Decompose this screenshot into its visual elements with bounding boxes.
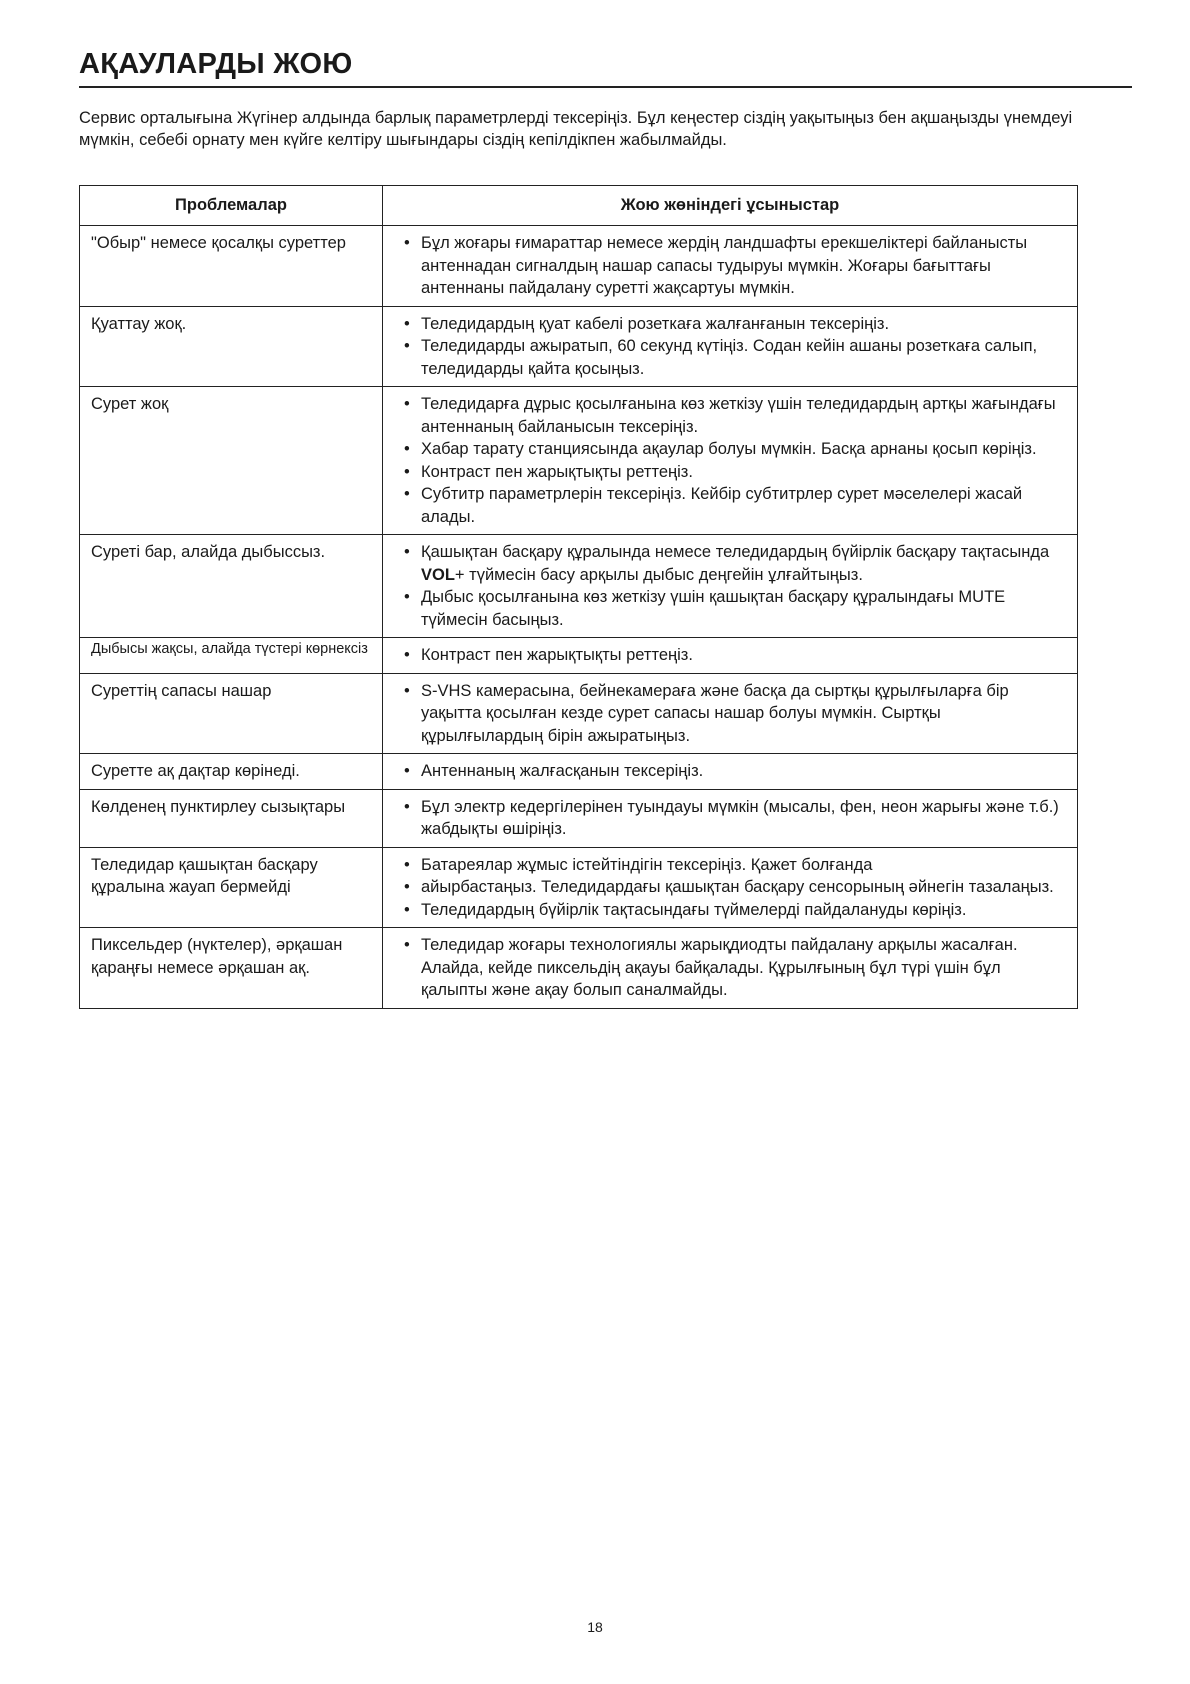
problem-cell: Суретте ақ дақтар көрінеді. <box>80 754 383 790</box>
tip-item: • Қашықтан басқару құралында немесе теледидардың бүйірлік басқару тақтасында VOL+ түймесін басу арқылы дыбыс деңгейін ұлғайтыңыз. <box>404 541 1065 586</box>
tip-item: • Бұл электр кедергілерінен туындауы мүмкін (мысалы, фен, неон жарығы және т.б.) жабдықты өшіріңіз. <box>404 796 1065 841</box>
tips-list <box>404 796 1065 841</box>
table-row <box>80 226 1078 307</box>
table-row <box>80 789 1078 847</box>
page-title: АҚАУЛАРДЫ ЖОЮ <box>79 48 353 80</box>
problem-cell: Дыбысы жақсы, алайда түстері көрнексіз <box>80 638 383 674</box>
solution-cell <box>383 226 1078 307</box>
tips-list <box>404 232 1065 300</box>
problem-cell: Суреті бар, алайда дыбыссыз. <box>80 535 383 638</box>
tips-list <box>404 393 1065 528</box>
tip-item: • Дыбыс қосылғанына көз жеткізу үшін қашықтан басқару құралындағы MUTE түймесін басыңыз. <box>404 586 1065 631</box>
table-body <box>80 226 1078 1009</box>
vol-key-label: VOL <box>421 565 455 584</box>
tip-item: • Контраст пен жарықтықты реттеңіз. <box>404 644 1065 667</box>
tips-list <box>404 934 1065 1002</box>
tips-list <box>404 760 1065 783</box>
table-row <box>80 847 1078 928</box>
table-row <box>80 638 1078 674</box>
tip-item: • Теледидардың қуат кабелі розеткаға жалғанғанын тексеріңіз. <box>404 313 1065 336</box>
table-row <box>80 306 1078 387</box>
tips-list <box>404 854 1065 922</box>
tip-item: • Контраст пен жарықтықты реттеңіз. <box>404 461 1065 484</box>
tip-item: • Теледидарға дұрыс қосылғанына көз жеткізу үшін теледидардың артқы жағындағы антеннаның байланысын тексеріңіз. <box>404 393 1065 438</box>
tip-item: • Антеннаның жалғасқанын тексеріңіз. <box>404 760 1065 783</box>
title-divider <box>79 86 1132 88</box>
troubleshooting-table <box>79 185 1078 1009</box>
table-row <box>80 673 1078 754</box>
table-row <box>80 387 1078 535</box>
problem-cell: Қуаттау жоқ. <box>80 306 383 387</box>
solution-cell <box>383 387 1078 535</box>
solution-cell <box>383 928 1078 1009</box>
tip-item: • Теледидарды ажыратып, 60 секунд күтіңіз. Содан кейін ашаны розеткаға салып, теледидарды қайта қосыңыз. <box>404 335 1065 380</box>
tip-item: • Теледидар жоғары технологиялы жарықдиодты пайдалану арқылы жасалған. Алайда, кейде пиксельдің ақауы байқалады. Құрылғының бұл түрі үшін бұл қалыпты және ақау болып саналмайды. <box>404 934 1065 1002</box>
solution-cell <box>383 673 1078 754</box>
problem-cell: "Обыр" немесе қосалқы суреттер <box>80 226 383 307</box>
tip-item: • айырбастаңыз. Теледидардағы қашықтан басқару сенсорының әйнегін тазалаңыз. <box>404 876 1065 899</box>
problem-cell: Көлденең пунктирлеу сызықтары <box>80 789 383 847</box>
tips-list <box>404 313 1065 381</box>
problem-cell: Суреттің сапасы нашар <box>80 673 383 754</box>
problem-cell: Пиксельдер (нүктелер), әрқашан қараңғы немесе әрқашан ақ. <box>80 928 383 1009</box>
tip-item: • Бұл жоғары ғимараттар немесе жердің ландшафты ерекшеліктері байланысты антеннадан сигналдың нашар сапасы тудыруы мүмкін. Жоғары бағыттағы антеннаны пайдалану суретті жақсартуы мүмкін. <box>404 232 1065 300</box>
solution-cell <box>383 535 1078 638</box>
problem-cell: Сурет жоқ <box>80 387 383 535</box>
tips-list <box>404 541 1065 631</box>
header-solutions: Жою жөніндегі ұсыныстар <box>383 186 1078 226</box>
header-problems: Проблемалар <box>80 186 383 226</box>
tip-item: • S-VHS камерасына, бейнекамераға және басқа да сыртқы құрылғыларға бір уақытта қосылған кезде сурет сапасы нашар болуы мүмкін. Сыртқы құрылғылардың бірін ажыратыңыз. <box>404 680 1065 748</box>
tip-item: • Хабар тарату станциясында ақаулар болуы мүмкін. Басқа арнаны қосып көріңіз. <box>404 438 1065 461</box>
solution-cell <box>383 306 1078 387</box>
table-row <box>80 754 1078 790</box>
solution-cell <box>383 847 1078 928</box>
page-number: 18 <box>587 1619 603 1635</box>
solution-cell <box>383 789 1078 847</box>
tip-item: • Теледидардың бүйірлік тақтасындағы түймелерді пайдалануды көріңіз. <box>404 899 1065 922</box>
tips-list <box>404 680 1065 748</box>
table-header-row <box>80 186 1078 226</box>
problem-cell: Теледидар қашықтан басқару құралына жауап бермейді <box>80 847 383 928</box>
intro-paragraph: Сервис орталығына Жүгінер алдында барлық параметрлерді тексеріңіз. Бұл кеңестер сіздің уақытыңыз бен ақшаңызды үнемдеуі мүмкін, себебі орнату мен күйге келтіру шығындары сіздің кепілдікпен жабылмайды. <box>79 109 1073 149</box>
tip-item: • Батареялар жұмыс істейтіндігін тексеріңіз. Қажет болғанда <box>404 854 1065 877</box>
table-row <box>80 535 1078 638</box>
solution-cell <box>383 638 1078 674</box>
solution-cell <box>383 754 1078 790</box>
tip-item: • Субтитр параметрлерін тексеріңіз. Кейбір субтитрлер сурет мәселелері жасай алады. <box>404 483 1065 528</box>
tips-list <box>404 644 1065 667</box>
table-row <box>80 928 1078 1009</box>
